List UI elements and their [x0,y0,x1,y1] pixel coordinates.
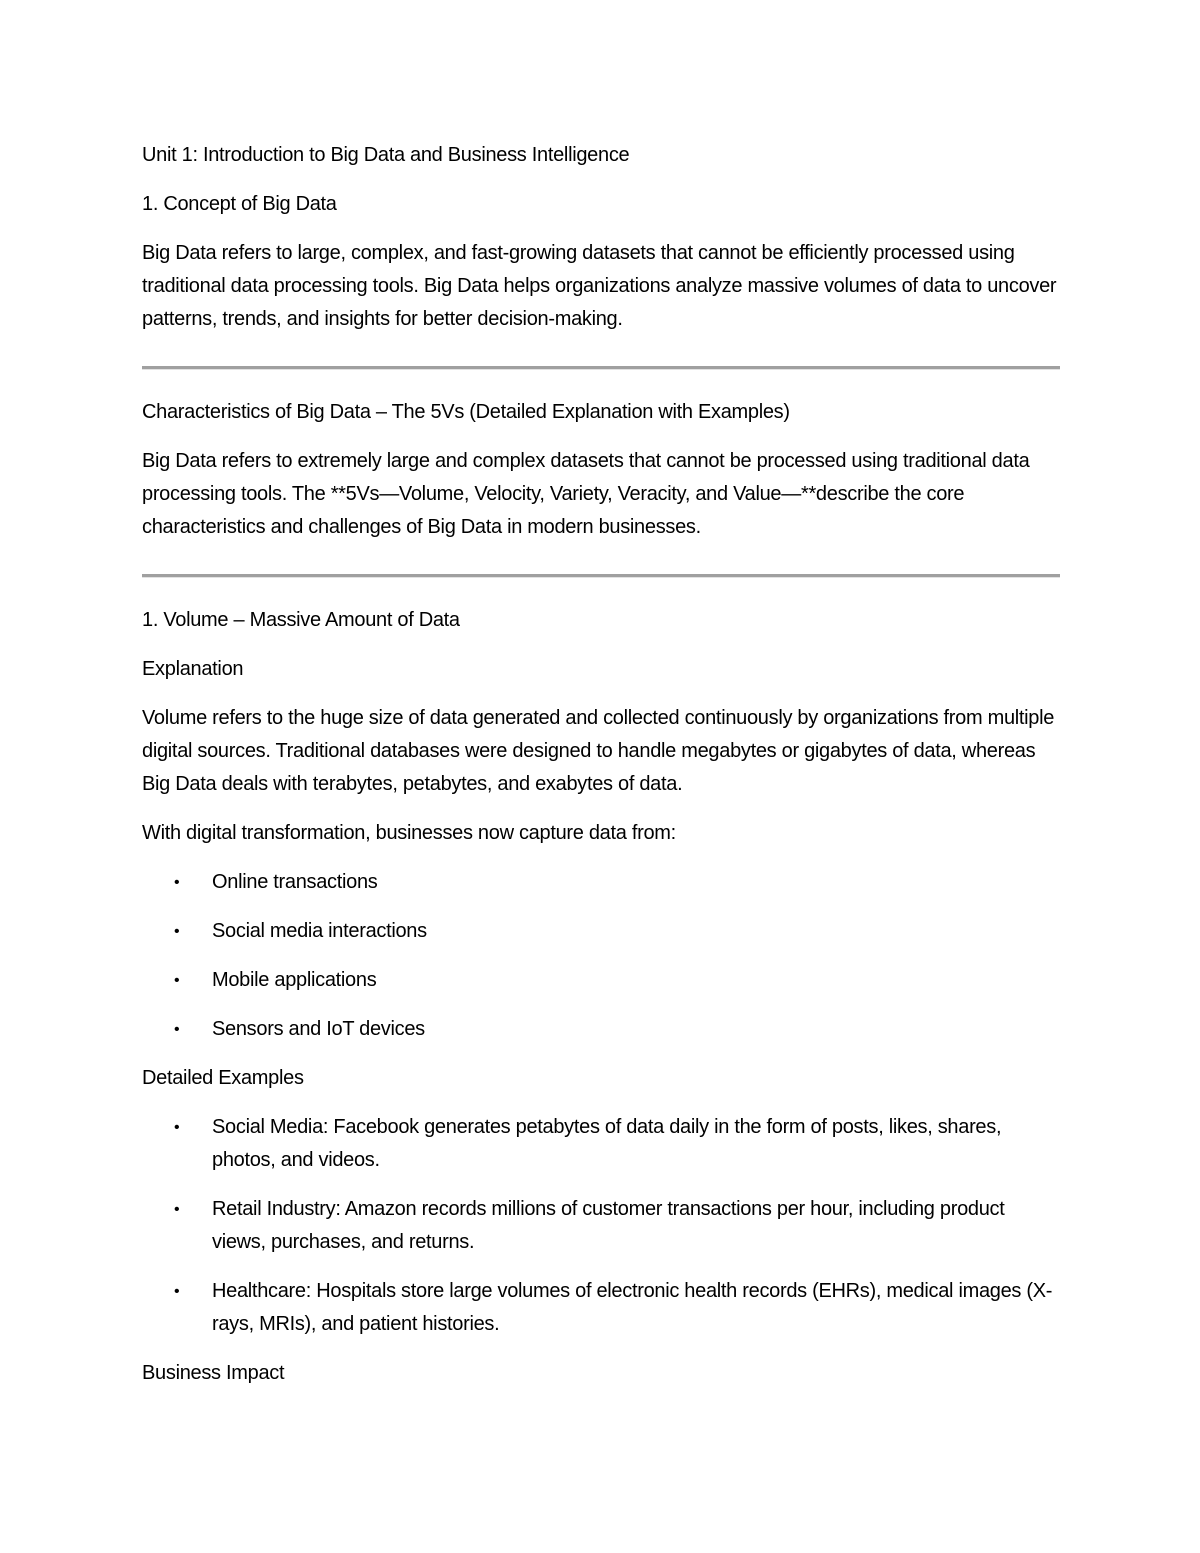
concept-paragraph: Big Data refers to large, complex, and fast-growing datasets that cannot be efficiently processed using traditional data processing tools. Big Data helps organizations analyze massive volumes of data to uncover patterns, trends, and insights for better decision-making. [142,242,1057,330]
bullet-icon: • [174,1119,180,1136]
list-item [142,1193,1060,1259]
bullet-icon: • [174,1201,180,1218]
horizontal-rule [142,574,1060,578]
bullet-icon: • [174,972,180,989]
list-item-text: Healthcare: Hospitals store large volumes of electronic health records (EHRs), medical images (X-rays, MRIs), and patient histories. [212,1280,1053,1335]
list-item-text: Social media interactions [212,920,427,942]
bullet-icon: • [174,1021,180,1038]
sources-intro: With digital transformation, businesses now capture data from: [142,822,676,844]
bullet-icon: • [174,1283,180,1300]
concept-heading: 1. Concept of Big Data [142,193,337,215]
list-item [142,915,1060,948]
horizontal-rule [142,366,1060,370]
list-item [142,1111,1060,1177]
bullet-icon: • [174,874,180,891]
bullet-icon: • [174,923,180,940]
characteristics-paragraph: Big Data refers to extremely large and complex datasets that cannot be processed using traditional data processing tools. The **5Vs—Volume, Velocity, Variety, Veracity, and Value—**describe the core characteristics and challenges of Big Data in modern businesses. [142,450,1030,538]
list-item [142,964,1060,997]
list-item [142,866,1060,899]
data-sources-list [142,866,1060,1046]
list-item-text: Sensors and IoT devices [212,1018,425,1040]
explanation-heading: Explanation [142,658,244,680]
list-item-text: Retail Industry: Amazon records millions of customer transactions per hour, including product views, purchases, and returns. [212,1198,1005,1253]
document-title: Unit 1: Introduction to Big Data and Business Intelligence [142,144,630,166]
volume-heading: 1. Volume – Massive Amount of Data [142,609,460,631]
list-item-text: Online transactions [212,871,378,893]
business-impact-heading: Business Impact [142,1362,285,1384]
examples-list [142,1111,1060,1341]
volume-paragraph: Volume refers to the huge size of data generated and collected continuously by organizations from multiple digital sources. Traditional databases were designed to handle megabytes or gigabytes of data, whereas Big Data deals with terabytes, petabytes, and exabytes of data. [142,707,1055,795]
list-item-text: Social Media: Facebook generates petabytes of data daily in the form of posts, likes, shares, photos, and videos. [212,1116,1002,1171]
characteristics-heading: Characteristics of Big Data – The 5Vs (Detailed Explanation with Examples) [142,401,790,423]
examples-heading: Detailed Examples [142,1067,304,1089]
list-item [142,1013,1060,1046]
list-item [142,1275,1060,1341]
document-page [142,139,1060,1406]
list-item-text: Mobile applications [212,969,377,991]
